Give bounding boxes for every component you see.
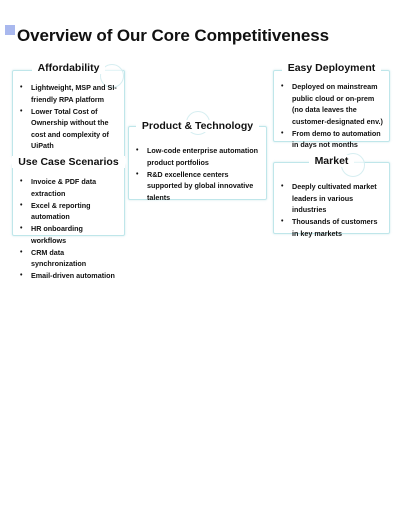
- product-technology-list: [134, 145, 261, 204]
- list-item: • Lightweight, MSP and SI-friendly RPA platform: [18, 82, 119, 105]
- easy-deployment-card: [273, 62, 390, 149]
- list-item: • From demo to automation in days not months: [279, 128, 384, 151]
- list-item: • HR onboarding workflows: [18, 223, 119, 246]
- list-item: • Deployed on mainstream public cloud or on-prem (no data leaves the customer-designated env.): [279, 81, 384, 127]
- list-item: • R&D excellence centers supported by global innovative talents: [134, 169, 261, 204]
- market-list: [279, 181, 384, 240]
- list-item: • Email-driven automation: [18, 270, 119, 282]
- list-item: • Invoice & PDF data extraction: [18, 176, 119, 199]
- list-item: • Thousands of customers in key markets: [279, 216, 384, 239]
- card-heading: Use Case Scenarios: [12, 156, 125, 168]
- card-heading: Market: [273, 155, 390, 167]
- card-heading: Easy Deployment: [273, 62, 390, 74]
- page-title: Overview of Our Core Competitiveness: [17, 26, 329, 45]
- easy-deployment-list: [279, 81, 384, 151]
- list-item: • Lower Total Cost of Ownership without the cost and complexity of UiPath: [18, 106, 119, 152]
- card-heading: Affordability: [12, 62, 125, 74]
- product-technology-card: [128, 118, 267, 200]
- affordability-card: [12, 62, 125, 158]
- affordability-list: [18, 82, 119, 152]
- market-card: [273, 154, 390, 238]
- use-case-list: [18, 176, 119, 282]
- use-case-card: [12, 156, 125, 280]
- card-heading: Product & Technology: [128, 120, 267, 132]
- list-item: • CRM data synchronization: [18, 247, 119, 270]
- list-item: • Excel & reporting automation: [18, 200, 119, 223]
- list-item: • Deeply cultivated market leaders in various industries: [279, 181, 384, 216]
- title-accent-square: [5, 25, 15, 35]
- list-item: • Low-code enterprise automation product portfolios: [134, 145, 261, 168]
